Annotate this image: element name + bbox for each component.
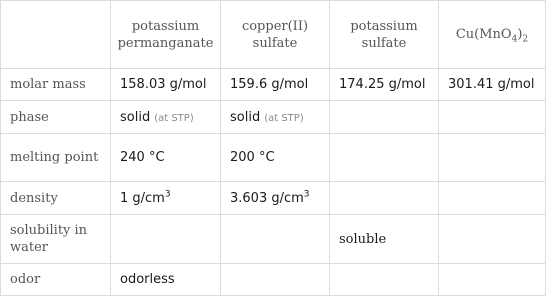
- table-cell: [330, 134, 439, 182]
- table-cell: [439, 215, 546, 264]
- table-cell: [221, 182, 330, 215]
- density-exponent: 3: [303, 189, 310, 200]
- table-cell: [111, 215, 221, 264]
- row-label-phase: phase: [1, 101, 111, 134]
- density-value: 1 g/cm: [120, 190, 165, 206]
- row-label-molar-mass: molar mass: [1, 69, 111, 101]
- column-header-potassium-permanganate: potassium permanganate: [111, 1, 221, 69]
- table-cell: 174.25 g/mol: [330, 69, 439, 101]
- corner-cell: [1, 1, 111, 69]
- phase-value: solid: [120, 109, 151, 125]
- column-header-copper-ii-sulfate: copper(II) sulfate: [221, 1, 330, 69]
- density-value: 3.603 g/cm: [230, 190, 304, 206]
- formula-subscript: 4: [511, 34, 518, 45]
- table-cell: 200 °C: [221, 134, 330, 182]
- table-cell: 158.03 g/mol: [111, 69, 221, 101]
- row-label-melting-point: melting point: [1, 134, 111, 182]
- table-cell: odorless: [111, 264, 221, 296]
- phase-note: (at STP): [264, 112, 304, 124]
- table-cell: [221, 264, 330, 296]
- density-exponent: 3: [164, 189, 171, 200]
- table-cell: 159.6 g/mol: [221, 69, 330, 101]
- table-cell: [221, 101, 330, 134]
- table-cell: soluble: [330, 215, 439, 264]
- column-header-copper-permanganate: [439, 1, 546, 69]
- phase-value: solid: [230, 109, 261, 125]
- table-cell: [330, 182, 439, 215]
- formula-main: Cu(MnO: [455, 27, 512, 42]
- table-cell: [330, 264, 439, 296]
- table-cell: [221, 215, 330, 264]
- table-cell: 301.41 g/mol: [439, 69, 546, 101]
- table-cell: [111, 101, 221, 134]
- table-cell: 240 °C: [111, 134, 221, 182]
- table-cell: [111, 182, 221, 215]
- table-row: [1, 215, 546, 264]
- column-header-potassium-sulfate: potassium sulfate: [330, 1, 439, 69]
- table-cell: [439, 134, 546, 182]
- table-row: [1, 134, 546, 182]
- header-row: [1, 1, 546, 69]
- table-cell: [330, 101, 439, 134]
- table-row: [1, 264, 546, 296]
- table-cell: [439, 101, 546, 134]
- table-row: [1, 101, 546, 134]
- formula-subscript-2: 2: [522, 34, 529, 45]
- table-row: [1, 69, 546, 101]
- row-label-odor: odor: [1, 264, 111, 296]
- row-label-density: density: [1, 182, 111, 215]
- row-label-solubility-in-water: solubility in water: [1, 215, 111, 264]
- table-row: [1, 182, 546, 215]
- phase-note: (at STP): [154, 112, 194, 124]
- table-cell: [439, 264, 546, 296]
- table-cell: [439, 182, 546, 215]
- formula-close: ): [517, 27, 523, 42]
